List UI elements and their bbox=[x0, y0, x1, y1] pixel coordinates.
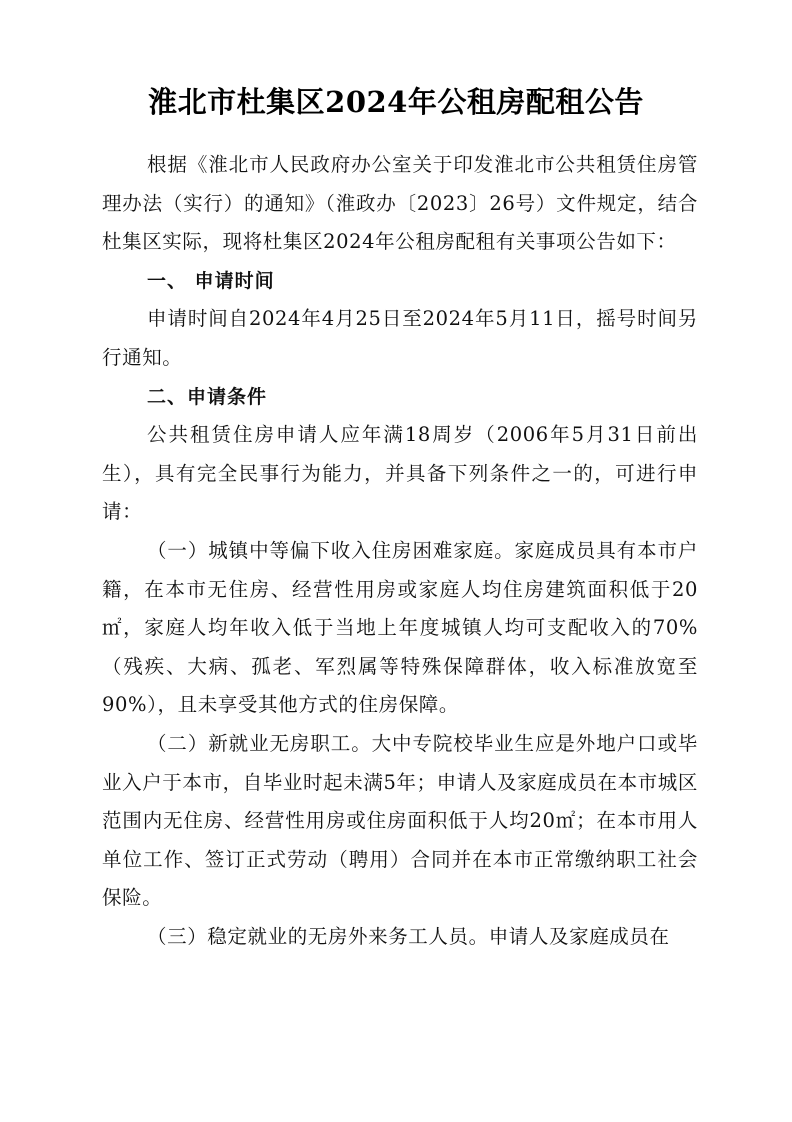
intro-paragraph: 根据《淮北市人民政府办公室关于印发淮北市公共租赁住房管理办法（实行）的通知》（淮政办〔2023〕26号）文件规定，结合杜集区实际，现将杜集区2024年公租房配租有关事项公告如下： bbox=[102, 153, 698, 254]
section-heading-application-time: 一、 申请时间 bbox=[147, 269, 275, 292]
condition-item-2: （二）新就业无房职工。大中专院校毕业生应是外地户口或毕业入户于本市，自毕业时起未满5年；申请人及家庭成员在本市城区范围内无住房、经营性用房或住房面积低于人均20㎡；在本市用人单位工作、签订正式劳动（聘用）合同并在本市正常缴纳职工社会保险。 bbox=[102, 731, 698, 910]
condition-item-1: （一）城镇中等偏下收入住房困难家庭。家庭成员具有本市户籍，在本市无住房、经营性用房或家庭人均住房建筑面积低于20㎡，家庭人均年收入低于当地上年度城镇人均可支配收入的70%（残疾、大病、孤老、军烈属等特殊保障群体，收入标准放宽至90%），且未享受其他方式的住房保障。 bbox=[102, 538, 698, 717]
document-body bbox=[102, 146, 698, 956]
application-time-paragraph: 申请时间自2024年4月25日至2024年5月11日，摇号时间另行通知。 bbox=[102, 307, 698, 369]
document-title: 淮北市杜集区2024年公租房配租公告 bbox=[148, 85, 644, 119]
condition-item-3: （三）稳定就业的无房外来务工人员。申请人及家庭成员在 bbox=[147, 924, 670, 948]
section-heading-application-conditions: 二、申请条件 bbox=[147, 385, 268, 408]
conditions-intro-paragraph: 公共租赁住房申请人应年满18周岁（2006年5月31日前出生），具有完全民事行为能力，并具备下列条件之一的，可进行申请： bbox=[102, 423, 698, 524]
